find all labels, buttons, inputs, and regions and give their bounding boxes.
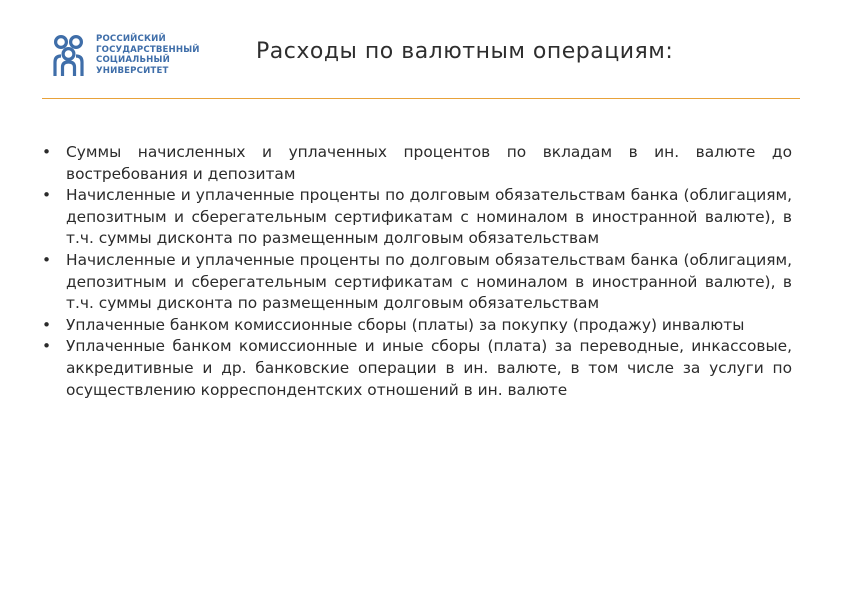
list-item-text: Уплаченные банком комиссионные сборы (платы) за покупку (продажу) инвалюты	[66, 315, 745, 334]
list-item	[42, 336, 792, 401]
expense-list	[42, 142, 792, 401]
logo-line: РОССИЙСКИЙ	[96, 34, 166, 44]
list-item	[42, 142, 792, 185]
logo-line: ГОСУДАРСТВЕННЫЙ	[96, 44, 200, 55]
logo-line: УНИВЕРСИТЕТ	[96, 65, 169, 76]
logo-wordmark	[96, 34, 200, 76]
bullet-icon: •	[42, 186, 52, 205]
people-logo-icon	[52, 34, 86, 78]
list-item-text: Начисленные и уплаченные проценты по долговым обязательствам банка (облигациям, депозитным и сберегательным сертификатам с номиналом в иностранной валюте), в т.ч. суммы дисконта по размещенным долговым обязательствам	[66, 186, 792, 248]
bullet-icon: •	[42, 337, 52, 356]
title-divider	[42, 98, 800, 99]
list-item	[42, 250, 792, 315]
slide-title: Расходы по валютным операциям:	[256, 39, 674, 64]
logo-line: СОЦИАЛЬНЫЙ	[96, 55, 170, 66]
bullet-icon: •	[42, 315, 52, 334]
bullet-icon: •	[42, 143, 52, 161]
list-item	[42, 315, 792, 337]
bullet-icon: •	[42, 250, 52, 269]
list-item-text: Суммы начисленных и уплаченных процентов по вкладам в ин. валюте до востребования и депозитам	[66, 143, 792, 183]
list-item-text: Начисленные и уплаченные проценты по долговым обязательствам банка (облигациям, депозитным и сберегательным сертификатам с номиналом в иностранной валюте), в т.ч. суммы дисконта по размещенным долговым обязательствам	[66, 250, 792, 313]
list-item-text: Уплаченные банком комиссионные и иные сборы (плата) за переводные, инкассовые, аккредитивные и др. банковские операции в ин. валюте, в том числе за услуги по осуществлению корреспондентских отношений в ин. валюте	[66, 337, 792, 399]
university-logo	[52, 34, 200, 78]
list-item	[42, 185, 792, 250]
